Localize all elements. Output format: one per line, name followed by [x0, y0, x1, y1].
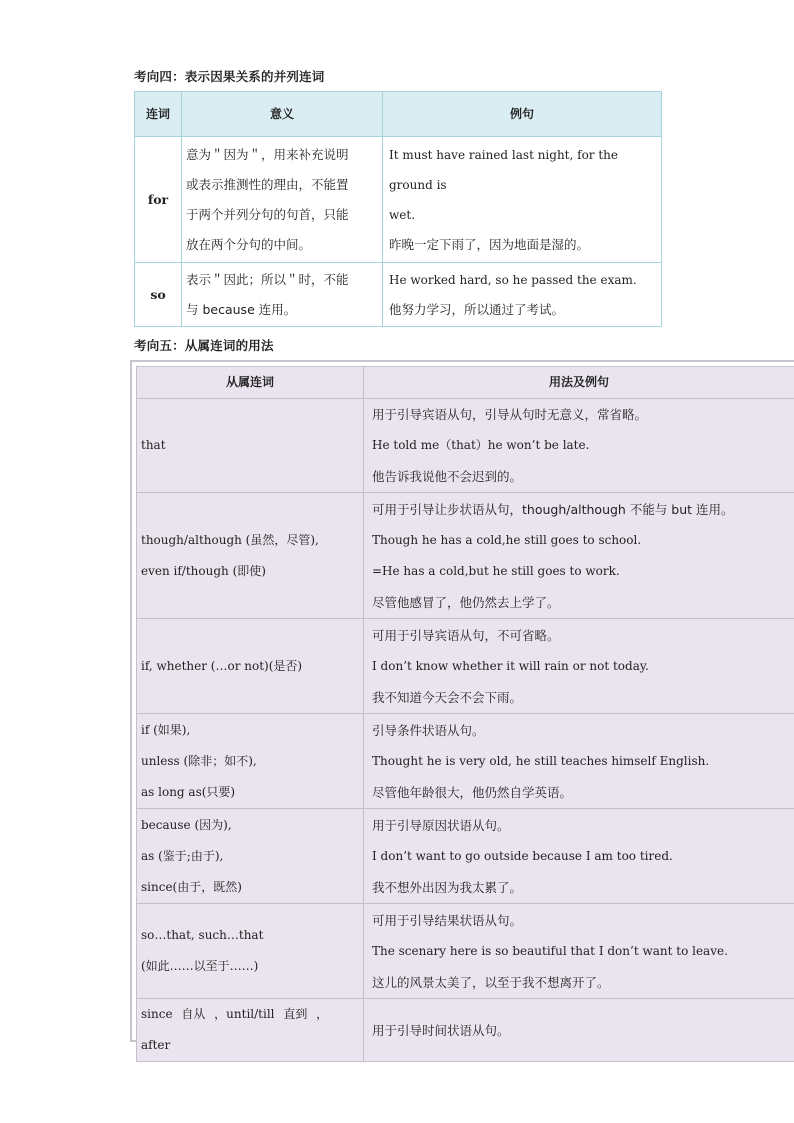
meaning-line: 表示＂因此；所以＂时，不能 [186, 271, 349, 287]
example-zh: 尽管他感冒了，他仍然去上学了。 [372, 594, 560, 610]
example-zh: 我不知道今天会不会下雨。 [372, 689, 523, 705]
conjunction-line: if, whether (…or not)(是否) [141, 658, 303, 673]
table-row [137, 809, 794, 904]
table-row [137, 904, 794, 999]
example-zh: 尽管他年龄很大，他仍然自学英语。 [372, 784, 573, 800]
table-row [137, 619, 794, 714]
usage-cell [364, 399, 794, 493]
header-conjunction: 从属连词 [137, 367, 364, 399]
example-en: He told me（that）he won’t be late. [372, 438, 590, 452]
conjunction-cell [137, 493, 364, 619]
header-meaning: 意义 [182, 92, 383, 137]
example-zh: 昨晚一定下雨了，因为地面是湿的。 [389, 236, 590, 252]
conjunction-line: since 自从 ，until/till 直到 ， after [141, 1007, 329, 1052]
conjunction-cell [137, 999, 364, 1062]
conjunction-cell [137, 809, 364, 904]
usage-cell [364, 493, 794, 619]
example-en: =He has a cold,but he still goes to work. [372, 563, 620, 578]
conjunction-line: as (鉴于;由于), [141, 848, 224, 863]
usage-text: 用于引导时间状语从句。 [372, 1022, 510, 1038]
example-cell [383, 137, 662, 263]
conjunction-cell [137, 619, 364, 714]
usage-text: 用于引导原因状语从句。 [372, 817, 510, 833]
usage-cell [364, 809, 794, 904]
conjunction-cell [137, 399, 364, 493]
table-row [137, 493, 794, 619]
example-en: I don’t know whether it will rain or not today. [372, 658, 649, 673]
conjunction-cell: so [135, 263, 182, 327]
example-en: The scenary here is so beautiful that I don’t want to leave. [372, 943, 728, 958]
conjunction-line: (如此……以至于……) [141, 959, 259, 973]
table-row [137, 714, 794, 809]
table-row [135, 137, 662, 263]
conjunction-line: unless (除非；如不), [141, 753, 257, 768]
usage-text: 可用于引导结果状语从句。 [372, 912, 523, 928]
usage-cell [364, 904, 794, 999]
conjunction-line: since(由于，既然) [141, 879, 242, 894]
table-header-row [135, 92, 662, 137]
conjunction-line: though/although (虽然，尽管), [141, 532, 319, 547]
example-cell [383, 263, 662, 327]
table-row [135, 263, 662, 327]
conjunction-cell [137, 714, 364, 809]
conjunction-line: if (如果), [141, 722, 191, 737]
table-header-row [137, 367, 794, 399]
header-conjunction: 连词 [135, 92, 182, 137]
conjunction-line: even if/though (即使) [141, 563, 266, 578]
header-example: 例句 [383, 92, 662, 137]
conjunction-line: that [141, 438, 166, 452]
meaning-line: 意为＂因为＂，用来补充说明 [186, 146, 349, 162]
usage-cell [364, 619, 794, 714]
subordinating-conjunctions-table [136, 366, 794, 1062]
meaning-line: 放在两个分句的中间。 [186, 236, 312, 252]
conjunction-line: so…that, such…that [141, 928, 264, 942]
meaning-line: 于两个并列分句的句首，只能 [186, 206, 349, 222]
example-zh: 这儿的风景太美了，以至于我不想离开了。 [372, 974, 610, 990]
example-en: It must have rained last night, for the ground is [389, 147, 618, 192]
meaning-line: 或表示推测性的理由，不能置 [186, 176, 349, 192]
example-en: wet. [389, 207, 416, 222]
conjunction-cell [137, 904, 364, 999]
usage-text: 可用于引导宾语从句，不可省略。 [372, 627, 560, 643]
example-en: Thought he is very old, he still teaches himself English. [372, 753, 710, 768]
meaning-cell [182, 263, 383, 327]
usage-text: 可用于引导让步状语从句，though/although 不能与 but 连用。 [372, 501, 734, 517]
usage-text: 用于引导宾语从句，引导从句时无意义，常省略。 [372, 407, 648, 422]
table-row [137, 999, 794, 1062]
header-usage: 用法及例句 [364, 367, 794, 399]
example-zh: 他努力学习，所以通过了考试。 [389, 301, 565, 317]
meaning-cell [182, 137, 383, 263]
section5-title: 考向五：从属连词的用法 [134, 338, 274, 353]
usage-cell [364, 714, 794, 809]
conjunction-line: because (因为), [141, 817, 232, 832]
example-en: I don’t want to go outside because I am too tired. [372, 848, 673, 863]
usage-cell [364, 999, 794, 1062]
example-zh: 我不想外出因为我太累了。 [372, 879, 523, 895]
meaning-line: 与 because 连用。 [186, 301, 297, 317]
table-row [137, 399, 794, 493]
example-zh: 他告诉我说他不会迟到的。 [372, 469, 523, 484]
section4-title: 考向四：表示因果关系的并列连词 [134, 69, 325, 84]
conjunction-cell: for [135, 137, 182, 263]
conjunction-line: as long as(只要) [141, 784, 236, 799]
example-en: He worked hard, so he passed the exam. [389, 272, 637, 287]
example-en: Though he has a cold,he still goes to school. [372, 532, 642, 547]
usage-text: 引导条件状语从句。 [372, 722, 485, 738]
coordinating-conjunctions-table [134, 91, 662, 327]
